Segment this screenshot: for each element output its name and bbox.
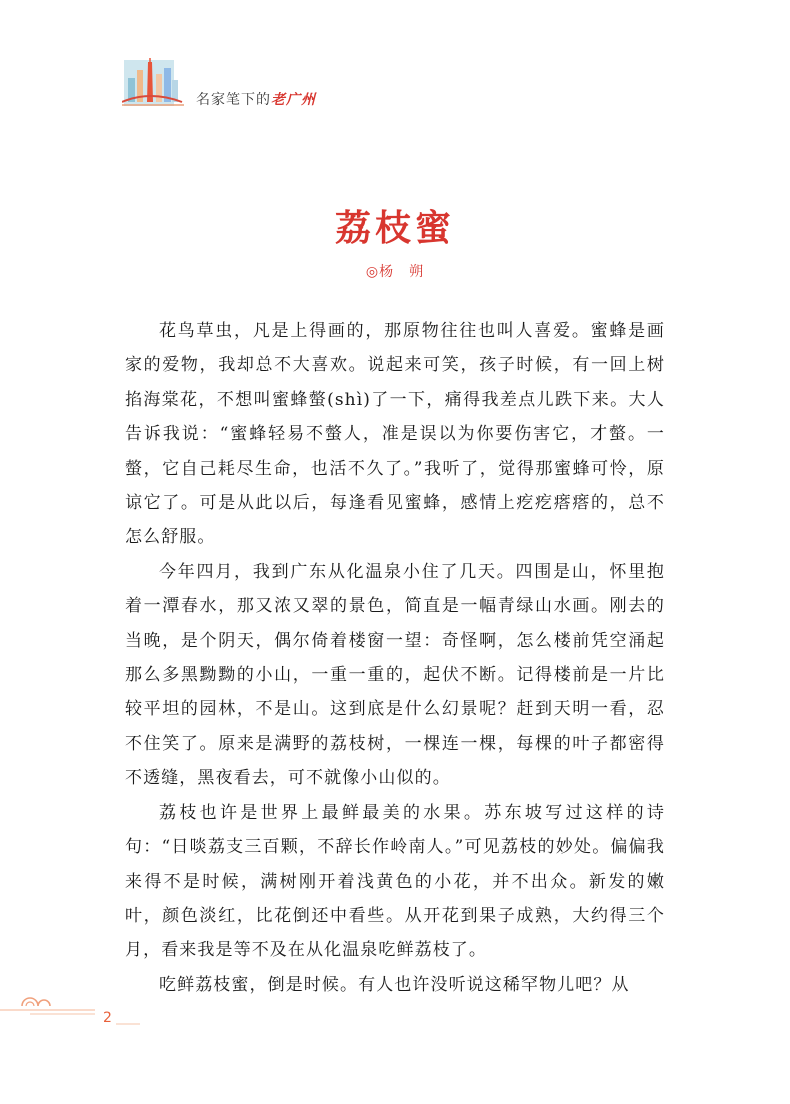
paragraph: 花鸟草虫，凡是上得画的，那原物往往也叫人喜爱。蜜蜂是画家的爱物，我却总不大喜欢。说起来可笑，孩子时候，有一回上树掐海棠花，不想叫蜜蜂螫(shì)了一下，痛得我差点儿跌下来。大人告诉我说：“蜜蜂轻易不螫人，准是误以为你要伤害它，才螫。一螫，它自己耗尽生命，也活不久了。”我听了，觉得那蜜蜂可怜，原谅它了。可是从此以后，每逢看见蜜蜂，感情上疙疙瘩瘩的，总不怎么舒服。 xyxy=(125,321,665,548)
paragraph: 今年四月，我到广东从化温泉小住了几天。四围是山，怀里抱着一潭春水，那又浓又翠的景色，简直是一幅青绿山水画。刚去的当晚，是个阴天，偶尔倚着楼窗一望：奇怪啊，怎么楼前凭空涌起那么多黑黝黝的小山，一重一重的，起伏不断。记得楼前是一片比较平坦的园林，不是山。这到底是什么幻景呢？赶到天明一看，忍不住笑了。原来是满野的荔枝树，一棵连一棵，每棵的叶子都密得不透缝，黑夜看去，可不就像小山似的。 xyxy=(125,561,665,789)
article-author: ◎杨 朔 xyxy=(365,264,425,280)
paragraph: 荔枝也许是世界上最鲜最美的水果。苏东坡写过这样的诗句：“日啖荔支三百颗，不辞长作岭南人。”可见荔枝的妙处。偏偏我来得不是时候，满树刚开着浅黄色的小花，并不出众。新发的嫩叶，颜色淡红，比花倒还中看些。从开花到果子成熟，大约得三个月，看来我是等不及在从化温泉吃鲜荔枝了。 xyxy=(125,802,665,961)
article-body xyxy=(125,314,665,1002)
page-header xyxy=(122,58,442,108)
page-number: 2 xyxy=(103,1010,112,1026)
article-title: 荔枝蜜 xyxy=(334,207,455,249)
series-title xyxy=(196,89,316,109)
series-prefix: 名家笔下的 xyxy=(196,92,271,108)
canton-tower-skyline-icon xyxy=(122,58,188,108)
cloud-ornament-icon xyxy=(0,990,140,1030)
series-accent: 老广州 xyxy=(271,92,316,108)
paragraph: 吃鲜荔枝蜜，倒是时候。有人也许没听说这稀罕物儿吧？从 xyxy=(159,974,630,995)
